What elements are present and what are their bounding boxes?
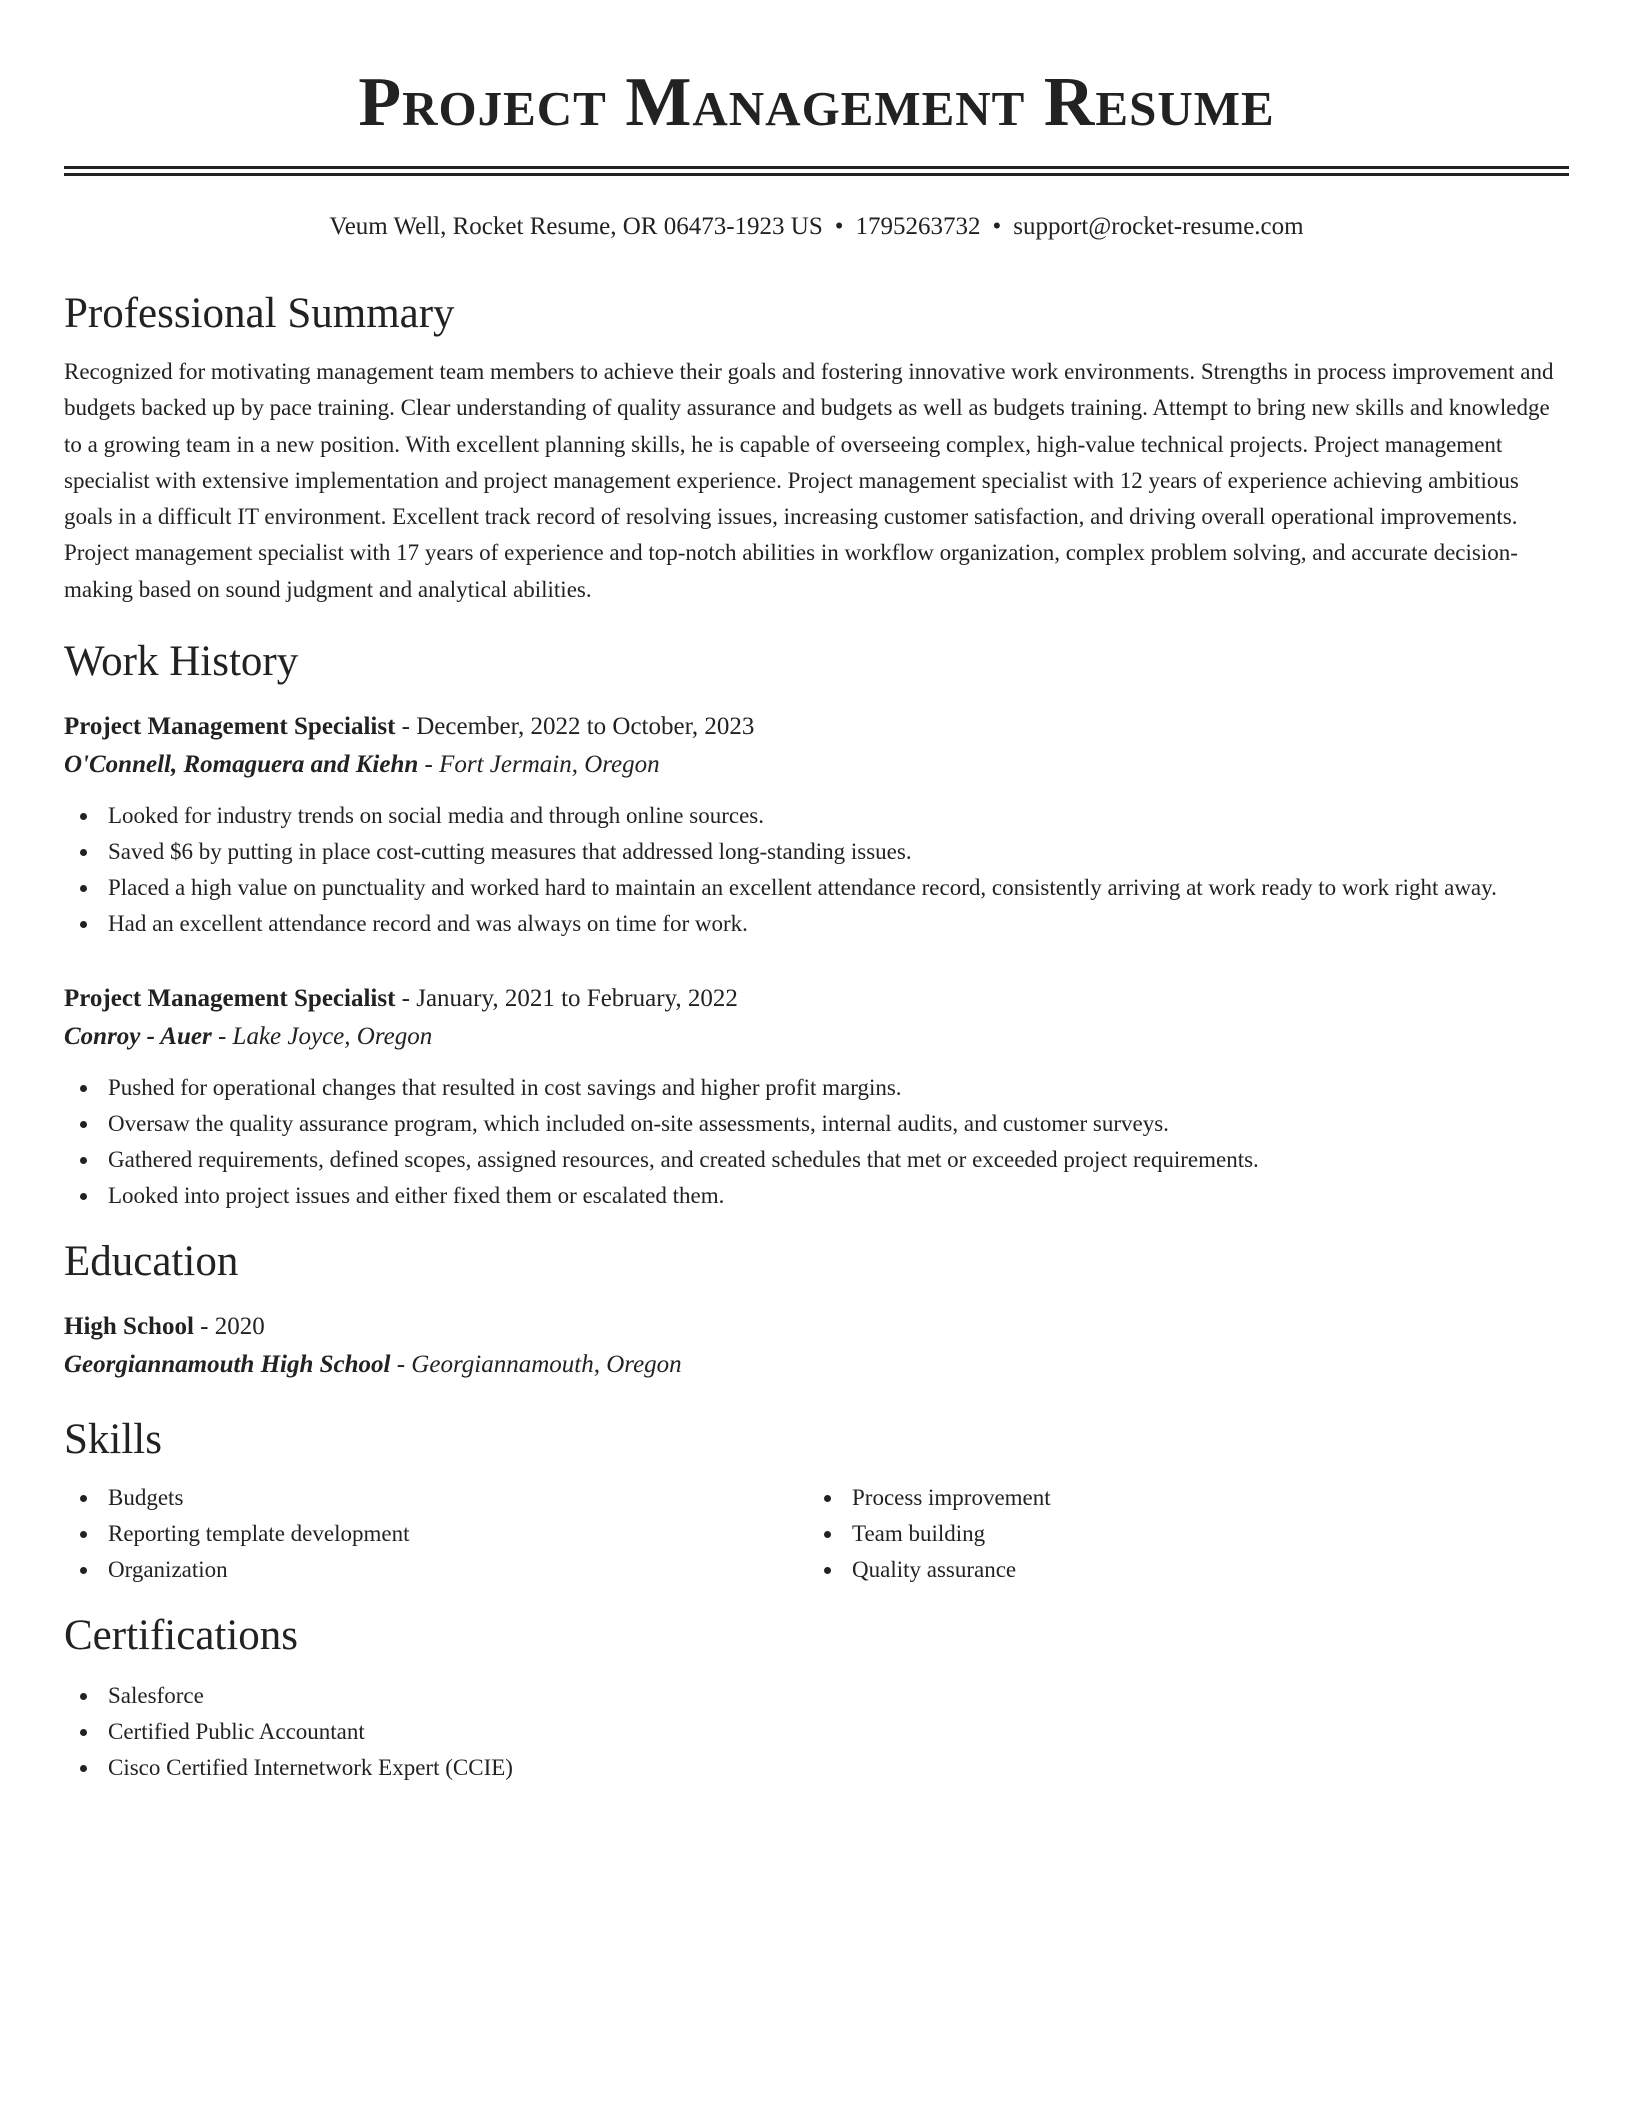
education-school: Georgiannamouth High School bbox=[64, 1351, 391, 1379]
job-location: - Fort Jermain, Oregon bbox=[418, 751, 660, 779]
list-item: Oversaw the quality assurance program, which included on-site assessments, internal audits, and customer surveys. bbox=[64, 1106, 1569, 1142]
job-entry bbox=[64, 980, 1569, 1214]
list-item: Cisco Certified Internetwork Expert (CCIE) bbox=[64, 1750, 1569, 1786]
job-location: - Lake Joyce, Oregon bbox=[211, 1023, 433, 1051]
contact-line bbox=[64, 212, 1569, 242]
list-item: Process improvement bbox=[808, 1480, 1552, 1516]
education-degree-line bbox=[64, 1308, 1569, 1346]
education-degree: High School bbox=[64, 1313, 194, 1341]
list-item: Gathered requirements, defined scopes, assigned resources, and created schedules that met or exceeded project requirements. bbox=[64, 1142, 1569, 1178]
skills-right-column bbox=[808, 1480, 1552, 1588]
list-item: Certified Public Accountant bbox=[64, 1714, 1569, 1750]
job-title: Project Management Specialist bbox=[64, 985, 396, 1013]
certifications-list bbox=[64, 1678, 1569, 1786]
contact-separator: • bbox=[992, 213, 1002, 240]
job-dates: - December, 2022 to October, 2023 bbox=[395, 713, 755, 741]
skills-left-column bbox=[64, 1480, 808, 1588]
list-item: Team building bbox=[808, 1516, 1552, 1552]
education-school-line bbox=[64, 1346, 1569, 1384]
job-title: Project Management Specialist bbox=[64, 713, 396, 741]
job-bullets bbox=[64, 1070, 1569, 1214]
job-company-line bbox=[64, 1018, 1569, 1056]
list-item: Budgets bbox=[64, 1480, 808, 1516]
list-item: Organization bbox=[64, 1552, 808, 1588]
job-company: O'Connell, Romaguera and Kiehn bbox=[64, 751, 419, 779]
job-dates: - January, 2021 to February, 2022 bbox=[395, 985, 738, 1013]
skills-columns bbox=[64, 1480, 1569, 1588]
resume-title: Project Management Resume bbox=[358, 64, 1275, 141]
contact-phone: 1795263732 bbox=[855, 213, 981, 240]
education-heading: Education bbox=[64, 1238, 239, 1286]
list-item: Reporting template development bbox=[64, 1516, 808, 1552]
skills-heading: Skills bbox=[64, 1416, 162, 1464]
list-item: Placed a high value on punctuality and worked hard to maintain an excellent attendance record, consistently arriving at work ready to work right away. bbox=[64, 870, 1569, 906]
list-item: Looked for industry trends on social media and through online sources. bbox=[64, 798, 1569, 834]
list-item: Saved $6 by putting in place cost-cutting measures that addressed long-standing issues. bbox=[64, 834, 1569, 870]
job-bullets bbox=[64, 798, 1569, 942]
job-company: Conroy - Auer bbox=[64, 1023, 212, 1051]
job-company-line bbox=[64, 746, 1569, 784]
certifications-heading: Certifications bbox=[64, 1612, 299, 1660]
education-year: - 2020 bbox=[193, 1313, 265, 1341]
work-history-heading: Work History bbox=[64, 638, 299, 686]
summary-heading: Professional Summary bbox=[64, 290, 455, 337]
list-item: Had an excellent attendance record and was always on time for work. bbox=[64, 906, 1569, 942]
contact-separator: • bbox=[834, 213, 844, 240]
education-entry bbox=[64, 1308, 1569, 1384]
summary-text: Recognized for motivating management team members to achieve their goals and fostering innovative work environments. Strengths in process improvement and budgets backed up by pace training. Clear understanding of quality assurance and budgets as well as budgets training. Attempt to bring new skills and knowledge to a growing team in a new position. With excellent planning skills, he is capable of overseeing complex, high-value technical projects. Project management specialist with extensive implementation and project management experience. Project management specialist with 12 years of experience achieving ambitious goals in a difficult IT environment. Excellent track record of resolving issues, increasing customer satisfaction, and driving overall operational improvements. Project management specialist with 17 years of experience and top-notch abilities in workflow organization, complex problem solving, and accurate decision-making based on sound judgment and analytical abilities. bbox=[64, 359, 1554, 602]
contact-address: Veum Well, Rocket Resume, OR 06473-1923 US bbox=[329, 213, 823, 240]
education-location: - Georgiannamouth, Oregon bbox=[390, 1351, 682, 1379]
list-item: Looked into project issues and either fixed them or escalated them. bbox=[64, 1178, 1569, 1214]
resume-page bbox=[64, 0, 1569, 1786]
job-entry bbox=[64, 708, 1569, 942]
job-title-line bbox=[64, 980, 1569, 1018]
list-item: Quality assurance bbox=[808, 1552, 1552, 1588]
list-item: Salesforce bbox=[64, 1678, 1569, 1714]
contact-email: support@rocket-resume.com bbox=[1013, 213, 1304, 240]
title-double-rule bbox=[64, 166, 1569, 176]
job-title-line bbox=[64, 708, 1569, 746]
list-item: Pushed for operational changes that resulted in cost savings and higher profit margins. bbox=[64, 1070, 1569, 1106]
